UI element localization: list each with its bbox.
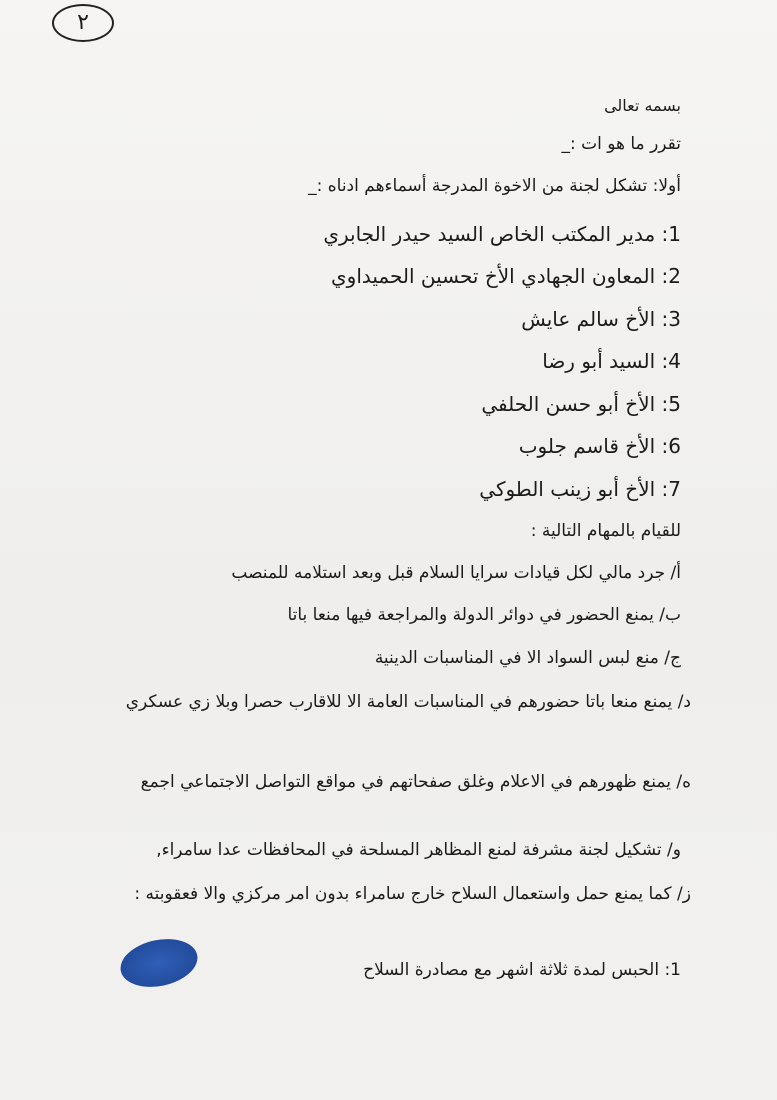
- page-number: ٢: [52, 4, 114, 42]
- member-item: 6: الأخ قاسم جلوب: [518, 434, 681, 458]
- member-item: 3: الأخ سالم عايش: [521, 307, 681, 331]
- task-item: ب/ يمنع الحضور في دوائر الدولة والمراجعة فيها منعا باتا: [287, 605, 681, 625]
- member-item: 1: مدير المكتب الخاص السيد حيدر الجابري: [323, 222, 681, 246]
- decision-line: تقرر ما هو ات :_: [561, 134, 681, 154]
- member-item: 7: الأخ أبو زينب الطوكي: [479, 477, 681, 501]
- penalty-item: 1: الحبس لمدة ثلاثة اشهر مع مصادرة السلاح: [363, 960, 681, 980]
- signature-stamp: [116, 932, 202, 993]
- member-item: 5: الأخ أبو حسن الحلفي: [481, 392, 681, 416]
- task-item: ه/ يمنع ظهورهم في الاعلام وغلق صفحاتهم في مواقع التواصل الاجتماعي اجمع: [140, 772, 691, 792]
- tasks-heading: للقيام بالمهام التالية :: [530, 521, 681, 541]
- task-item: ج/ منع لبس السواد الا في المناسبات الدينية: [374, 648, 681, 668]
- task-item: أ/ جرد مالي لكل قيادات سرايا السلام قبل وبعد استلامه للمنصب: [231, 563, 681, 583]
- member-item: 4: السيد أبو رضا: [542, 349, 681, 373]
- member-item: 2: المعاون الجهادي الأخ تحسين الحميداوي: [331, 264, 681, 288]
- first-clause: أولا: تشكل لجنة من الاخوة المدرجة أسماءهم ادناه :_: [308, 176, 681, 196]
- basmala: بسمه تعالى: [604, 96, 681, 115]
- task-item: و/ تشكيل لجنة مشرفة لمنع المظاهر المسلحة في المحافظات عدا سامراء,: [156, 840, 681, 860]
- task-item: ز/ كما يمنع حمل واستعمال السلاح خارج سامراء بدون امر مركزي والا فعقوبته :: [134, 884, 691, 904]
- task-item: د/ يمنع منعا باتا حضورهم في المناسبات العامة الا للاقارب حصرا وبلا زي عسكري: [125, 692, 691, 712]
